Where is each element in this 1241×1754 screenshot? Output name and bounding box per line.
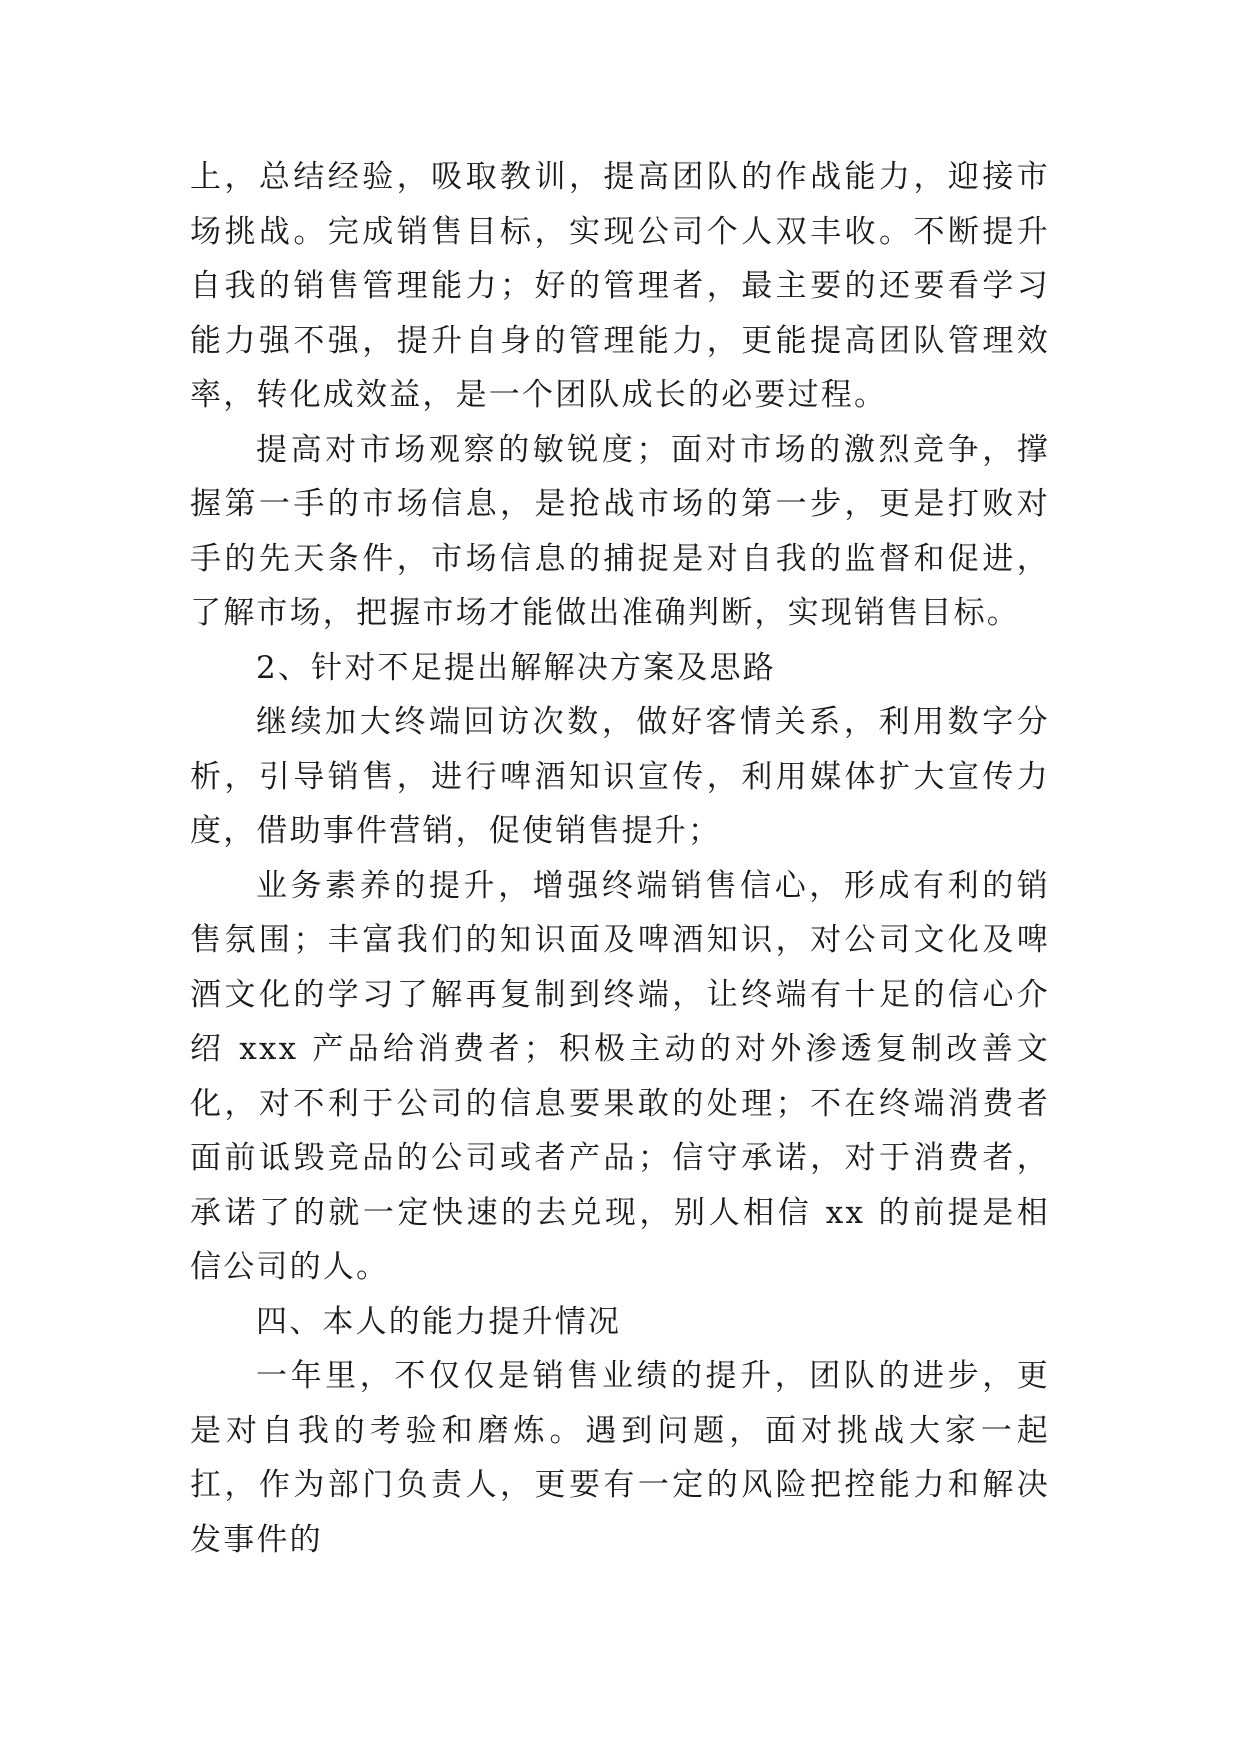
paragraph-2: 提高对市场观察的敏锐度；面对市场的激烈竞争，撑握第一手的市场信息，是抢战市场的第一步，更是打败对手的先天条件，市场信息的捕捉是对自我的监督和促进，了解市场，把握市场才能做出准确判断，实现销售目标。 (190, 431, 1050, 631)
paragraph-4: 业务素养的提升，增强终端销售信心，形成有利的销售氛围；丰富我们的知识面及啤酒知识，对公司文化及啤酒文化的学习了解再复制到终端，让终端有十足的信心介绍 xxx 产品给消费者；积极主动的对外渗透复制改善文化，对不利于公司的信息要果敢的处理；不在终端消费者面前诋毁竞品的公司或者产品；信守承诺，对于消费者，承诺了的就一定快速的去兑现，别人相信 xx 的前提是相信公司的人。 (190, 867, 1050, 1285)
paragraph-3: 继续加大终端回访次数，做好客情关系，利用数字分析，引导销售，进行啤酒知识宣传，利用媒体扩大宣传力度，借助事件营销，促使销售提升； (190, 704, 1050, 849)
paragraph-1: 上，总结经验，吸取教训，提高团队的作战能力，迎接市场挑战。完成销售目标，实现公司个人双丰收。不断提升自我的销售管理能力；好的管理者，最主要的还要看学习能力强不强，提升自身的管理能力，更能提高团队管理效率，转化成效益，是一个团队成长的必要过程。 (190, 159, 1050, 413)
paragraph-5: 一年里，不仅仅是销售业绩的提升，团队的进步，更是对自我的考验和磨炼。遇到问题，面对挑战大家一起扛，作为部门负责人，更要有一定的风险把控能力和解决发事件的 (190, 1358, 1050, 1558)
document-body (190, 150, 1050, 1567)
section-heading-4: 四、本人的能力提升情况 (256, 1303, 622, 1340)
section-heading-2: 2、针对不足提出解解决方案及思路 (256, 649, 776, 686)
